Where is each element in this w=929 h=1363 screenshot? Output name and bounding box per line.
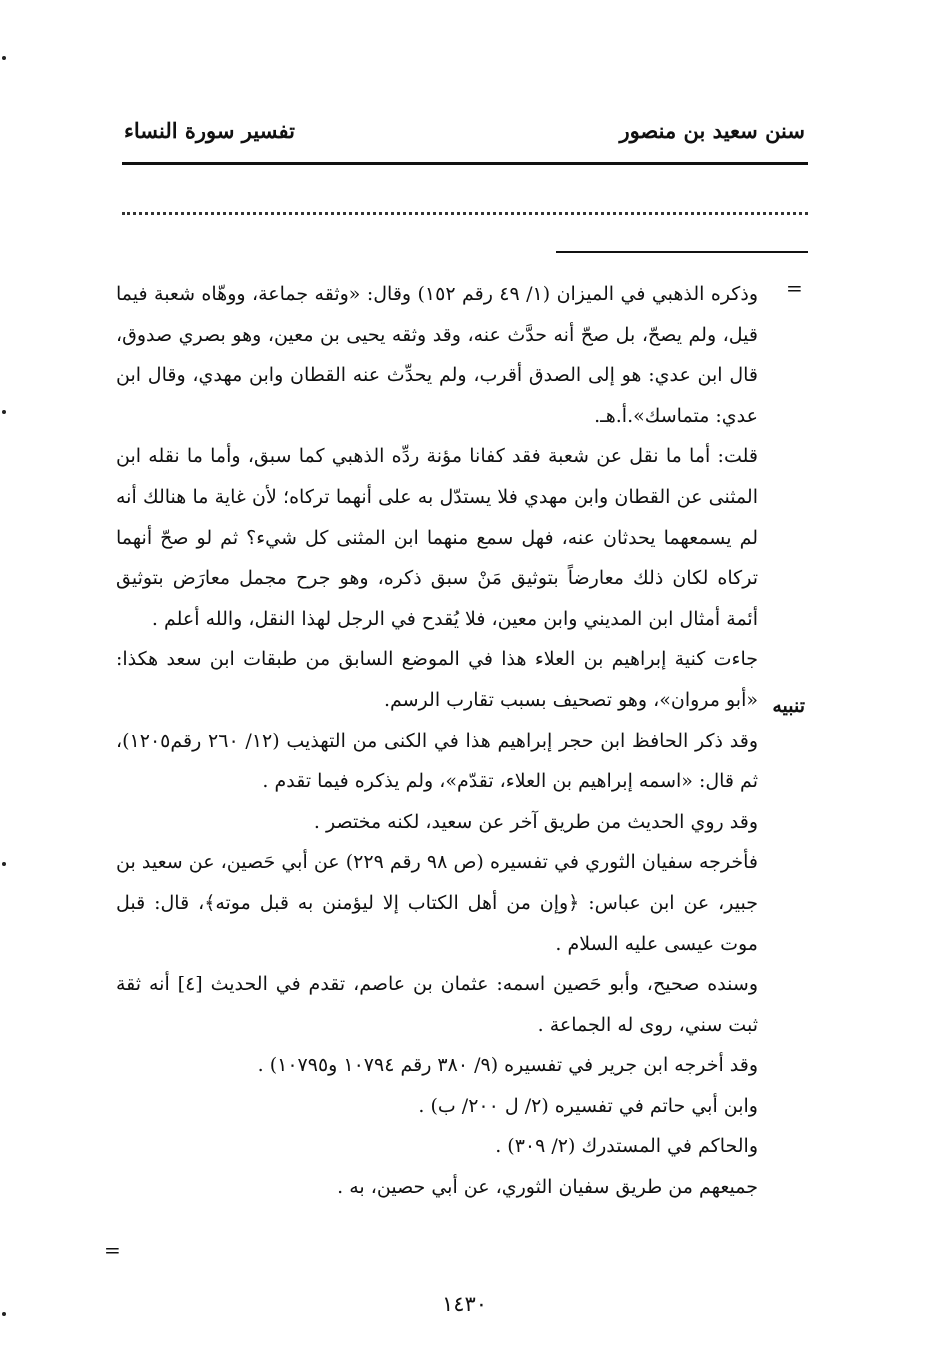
paragraph: جميعهم من طريق سفيان الثوري، عن أبي حصين، به . (337, 1176, 758, 1199)
scan-speck (2, 410, 6, 414)
paragraph: فأخرجه سفيان الثوري في تفسيره (ص ٩٨ رقم ٢٢٩) عن أبي حَصين، عن سعيد بن جبير، عن ابن عباس: ﴿وإن من أهل الكتاب إلا ليؤمنن به قبل موته﴾، قال: قبل موت عيسى عليه السلام . (116, 851, 759, 955)
scan-speck (2, 56, 6, 60)
paragraph: وقد ذكر الحافظ ابن حجر إبراهيم هذا في الكنى من التهذيب (١٢/ ٢٦٠ رقم١٢٠٥)، ثم قال: «اسمه إبراهيم بن العلاء، تقدّم»، ولم يذكره فيما تقدم . (116, 729, 758, 793)
scan-speck (2, 862, 6, 866)
chapter-title: تفسير سورة النساء (124, 118, 295, 143)
paragraph: والحاكم في المستدرك (٢/ ٣٠٩) . (495, 1135, 758, 1158)
paragraph: جاءت كنية إبراهيم بن العلاء هذا في الموضع السابق من طبقات ابن سعد هكذا: «أبو مروان»، وهو تصحيف بسبب تقارب الرسم. (116, 648, 758, 711)
continuation-marker-top: = (786, 276, 803, 300)
footnote-text (116, 274, 758, 1208)
paragraph: وسنده صحيح، وأبو حَصين اسمه: عثمان بن عاصم، تقدم في الحديث [٤] أنه ثقة ثبت سني، روى له الجماعة . (116, 973, 758, 1036)
paragraph: وقد أخرجه ابن جرير في تفسيره (٩/ ٣٨٠ رقم ١٠٧٩٤ و١٠٧٩٥) . (257, 1054, 758, 1077)
scan-speck (2, 1312, 6, 1316)
paragraph: وابن أبي حاتم في تفسيره (٢/ ل ٢٠٠/ ب) . (418, 1094, 758, 1117)
footnote-rule (556, 251, 808, 253)
paragraph: قلت: أما ما نقل عن شعبة فقد كفانا مؤنة ردِّه الذهبي كما سبق، وأما ما نقله ابن المثنى عن القطان وابن مهدي فلا يستدّل به على أنهما تركاه؛ لأن غاية ما هنالك أنه لم يسمعهما يحدثان عنه، فهل سمع منهما ابن المثنى كل شيء؟ ثم لو صحّ أنهما تركاه لكان ذلك معارضاً بتوثيق مَنْ سبق ذكره، وهو جرح مجمل معارَض بتوثيق أئمة أمثال ابن المديني وابن معين، فلا يُقدح في الرجل لهذا النقل، والله أعلم . (116, 445, 758, 630)
book-title: سنن سعيد بن منصور (619, 118, 805, 143)
page-number: ١٤٣٠ (441, 1292, 488, 1316)
continuation-marker-bottom: = (104, 1238, 121, 1262)
paragraph: وذكره الذهبي في الميزان (١/ ٤٩ رقم ١٥٢) وقال: «وثقه جماعة، ووهّاه شعبة فيما قيل، ولم يصحّ، بل صحّ أنه حدَّث عنه، وقد وثقه يحيى بن معين، وهو بصري صدوق، قال ابن عدي: هو إلى الصدق أقرب، ولم يحدِّث عنه القطان وابن مهدي، وقال ابن عدي: متماسك».أ.هـ. (116, 283, 758, 427)
dotted-separator (122, 212, 808, 215)
paragraph: وقد روي الحديث من طريق آخر عن سعيد، لكنه مختصر . (313, 810, 758, 833)
note-label: تنبيه (772, 695, 805, 717)
header-rule (122, 162, 808, 165)
